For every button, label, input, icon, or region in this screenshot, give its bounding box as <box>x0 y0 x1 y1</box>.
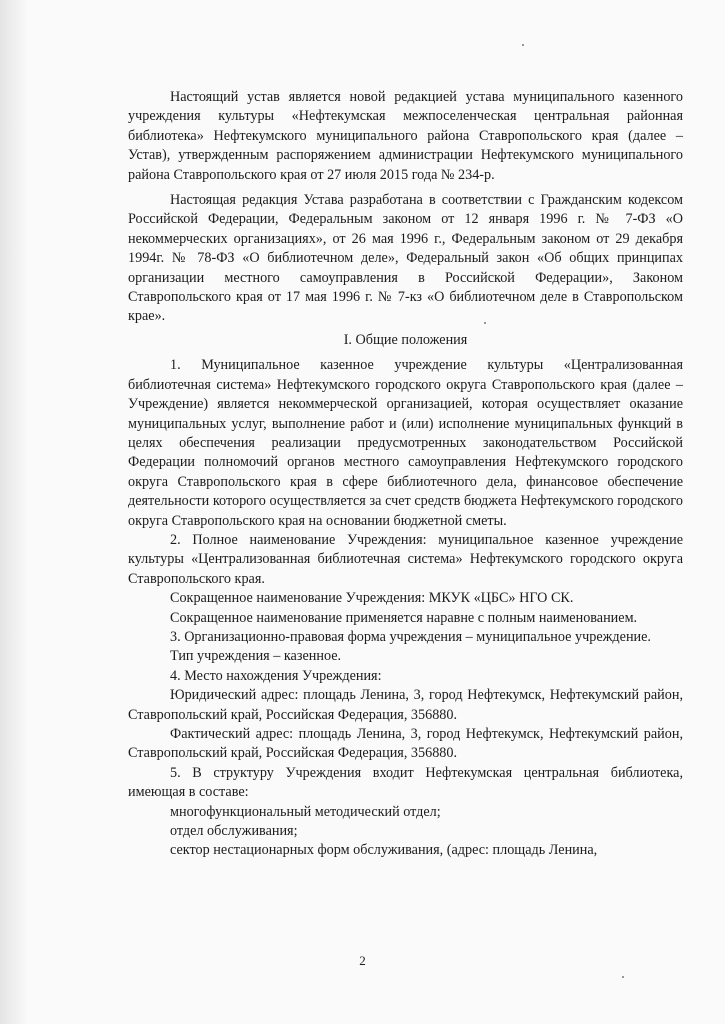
list-item: Сокращенное наименование Учреждения: МКУК «ЦБС» НГО СК. <box>170 590 574 607</box>
list-item: Фактический адрес: площадь Ленина, 3, город Нефтекумск, Нефтекумский район, Ставропольский край, Российская Федерация, 356880. <box>128 726 683 762</box>
list-item: 1. Муниципальное казенное учреждение культуры «Централизованная библиотечная система» Нефтекумского городского округа Ставропольского края (далее – Учреждение) является некоммерческой организацией, которая осуществляет оказание муниципальных услуг, выполнение работ и (или) исполнение муниципальных функций в целях обеспечения реализации предусмотренных законодательством Российской Федерации полномочий органов местного самоуправления Нефтекумского городского округа Ставропольского края в сфере библиотечного дела, финансовое обеспечение деятельности которого осуществляется за счет средств бюджета Нефтекумского городского округа Ставропольского края на основании бюджетной сметы. <box>128 357 683 529</box>
list-item: многофункциональный методический отдел; <box>170 803 441 820</box>
general-provisions-list <box>128 356 683 861</box>
list-item: Юридический адрес: площадь Ленина, 3, город Нефтекумск, Нефтекумский район, Ставропольский край, Российская Федерация, 356880. <box>128 687 683 723</box>
list-item: 3. Организационно-правовая форма учреждения – муниципальное учреждение. <box>170 628 651 645</box>
list-item: 4. Место нахождения Учреждения: <box>170 667 382 684</box>
page-number: 2 <box>359 953 366 968</box>
intro-paragraph-1: Настоящий устав является новой редакцией устава муниципального казенного учреждения культуры «Нефтекумская межпоселенческая центральная районная библиотека» Нефтекумского муниципального района Ставропольского края (далее – Устав), утвержденным распоряжением администрации Нефтекумского муниципального района Ставропольского края от 27 июля 2015 года № 234-р. <box>128 89 683 183</box>
scan-edge-shadow <box>0 0 28 1024</box>
list-item: 5. В структуру Учреждения входит Нефтекумская центральная библиотека, имеющая в составе: <box>128 764 683 801</box>
scan-speck <box>622 976 624 978</box>
list-item: сектор нестационарных форм обслуживания, (адрес: площадь Ленина, <box>170 842 598 859</box>
list-item: Тип учреждения – казенное. <box>170 648 342 665</box>
list-item: отдел обслуживания; <box>170 823 298 840</box>
section-heading: I. Общие положения <box>343 331 468 348</box>
scan-speck <box>522 44 524 46</box>
document-body <box>128 88 683 861</box>
list-item: 2. Полное наименование Учреждения: муниципальное казенное учреждение культуры «Централизованная библиотечная система» Нефтекумского городского округа Ставропольского края. <box>128 531 683 587</box>
list-item: Сокращенное наименование применяется наравне с полным наименованием. <box>170 609 638 626</box>
intro-paragraph-2: Настоящая редакция Устава разработана в соответствии с Гражданским кодексом Российской Федерации, Федеральным законом от 12 января 1996 г. № 7-ФЗ «О некоммерческих организациях», от 26 мая 1996 г., Федеральным законом от 29 декабря 1994г. № 78-ФЗ «О библиотечном деле», Федеральный закон «Об общих принципах организации местного самоуправления в Российской Федерации», Законом Ставропольского края от 17 мая 1996 г. № 7-кз «О библиотечном деле в Ставропольском крае». <box>128 192 683 325</box>
scan-speck <box>484 322 486 324</box>
